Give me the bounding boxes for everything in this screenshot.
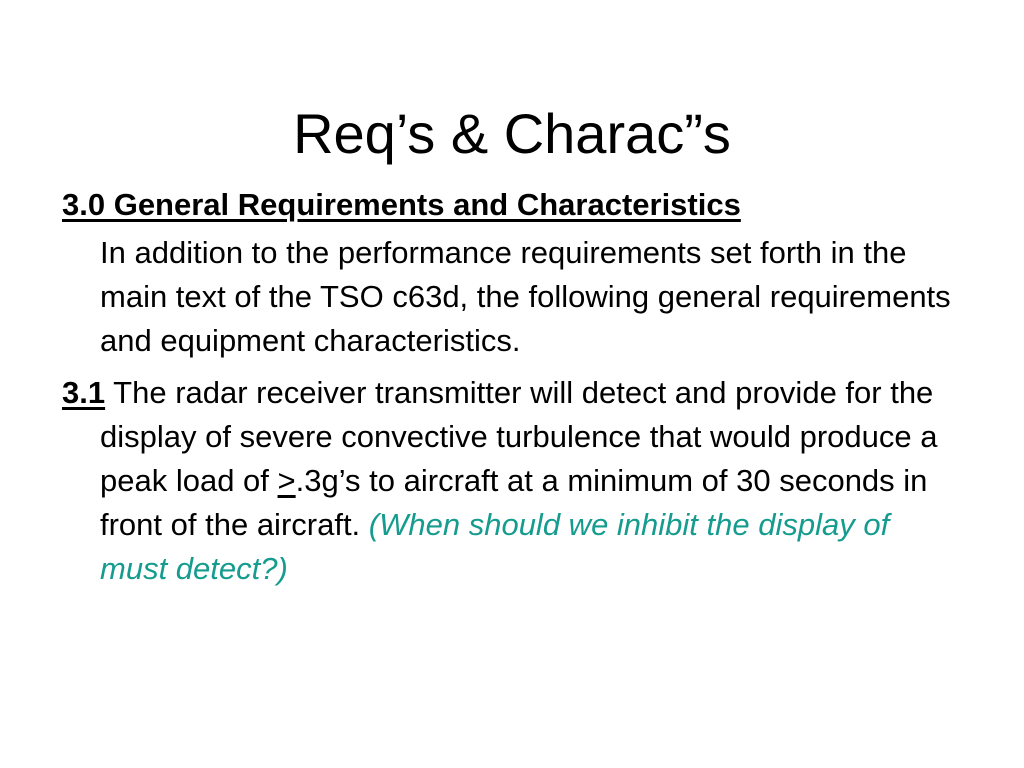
item-text-b: .3g’s to aircraft at a minimum of 30 seconds in front of the aircraft. (100, 463, 928, 542)
item-label: 3.1 (62, 375, 106, 410)
section-heading: 3.0 General Requirements and Characteristics (62, 187, 741, 222)
slide-title: Req’s & Charac”s (293, 101, 731, 165)
paragraph-3-1 (62, 371, 962, 591)
question-note: (When should we inhibit the display of must detect?) (100, 507, 890, 586)
slide-body (62, 183, 962, 591)
greater-equal-symbol: > (277, 463, 296, 498)
item-text-a: The radar receiver transmitter will detect and provide for the display of severe convective turbulence that would produce a peak load of (100, 375, 938, 498)
paragraph-general: In addition to the performance requirements set forth in the main text of the TSO c63d, the following general requirements and equipment characteristics. (100, 235, 951, 358)
